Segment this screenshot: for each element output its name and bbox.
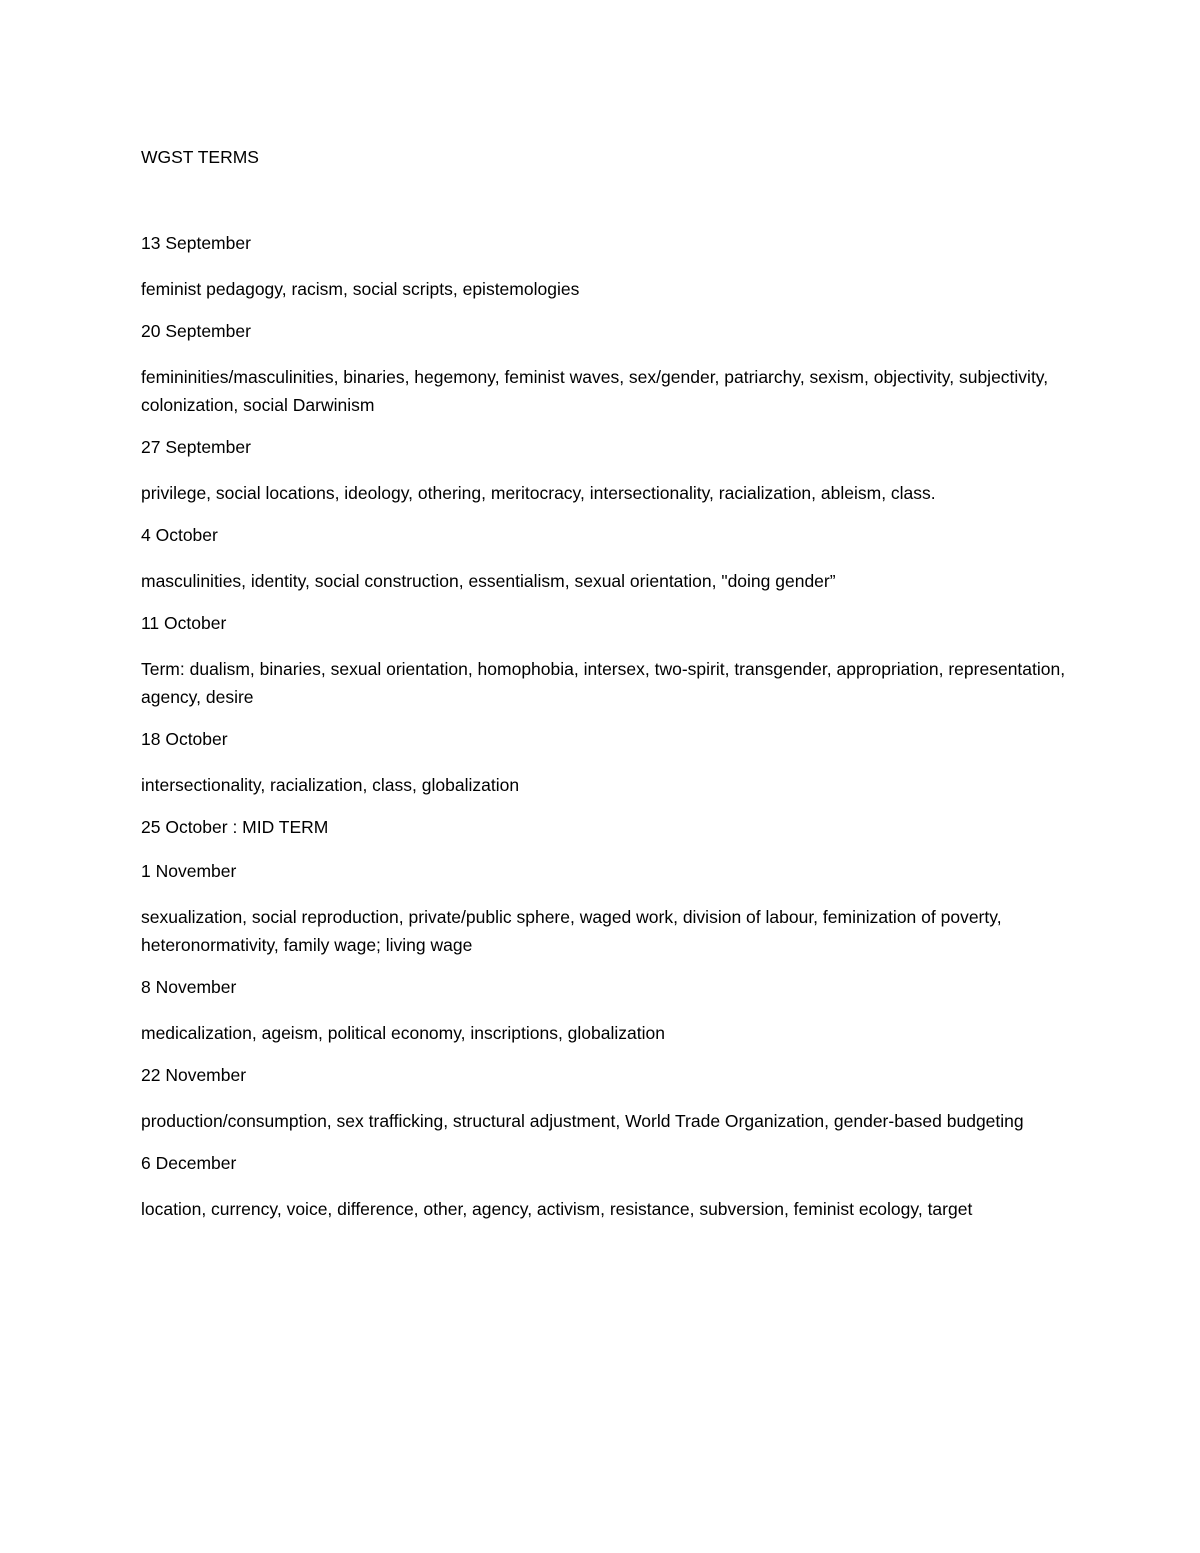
- document-title: WGST TERMS: [141, 147, 259, 167]
- entry-date: 6 December: [141, 1153, 237, 1173]
- entry-date: 13 September: [141, 233, 251, 253]
- section-entry: [141, 1063, 1080, 1135]
- entry-terms: production/consumption, sex trafficking, structural adjustment, World Trade Organization, gender-based budgeting: [141, 1111, 1024, 1131]
- entry-date: 8 November: [141, 977, 237, 997]
- entry-date: 4 October: [141, 525, 218, 545]
- entry-terms: femininities/masculinities, binaries, hegemony, feminist waves, sex/gender, patriarchy, sexism, objectivity, subjectivity, colonization, social Darwinism: [141, 367, 1049, 415]
- entry-date: 18 October: [141, 729, 228, 749]
- entry-terms: feminist pedagogy, racism, social scripts, epistemologies: [141, 279, 580, 299]
- section-entry: [141, 319, 1080, 419]
- entry-terms: privilege, social locations, ideology, othering, meritocracy, intersectionality, racialization, ableism, class.: [141, 483, 936, 503]
- entry-date: 25 October : MID TERM: [141, 817, 329, 837]
- entry-terms: intersectionality, racialization, class, globalization: [141, 775, 520, 795]
- entry-terms: sexualization, social reproduction, private/public sphere, waged work, division of labour, feminization of poverty, heteronormativity, family wage; living wage: [141, 907, 1002, 955]
- section-entry: [141, 1151, 1080, 1223]
- section-entry: [141, 435, 1080, 507]
- entry-date: 22 November: [141, 1065, 247, 1085]
- entry-terms: Term: dualism, binaries, sexual orientation, homophobia, intersex, two-spirit, transgender, appropriation, representation, agency, desire: [141, 659, 1066, 707]
- section-entry: [141, 727, 1080, 799]
- section-entry-midterm: [141, 815, 1080, 839]
- entry-date: 11 October: [141, 613, 227, 633]
- section-entry: [141, 231, 1080, 303]
- entry-terms: masculinities, identity, social construction, essentialism, sexual orientation, "doing gender”: [141, 571, 836, 591]
- term-sections: [141, 231, 1080, 1223]
- section-entry: [141, 523, 1080, 595]
- section-entry: [141, 859, 1080, 959]
- section-entry: [141, 611, 1080, 711]
- entry-terms: medicalization, ageism, political economy, inscriptions, globalization: [141, 1023, 665, 1043]
- section-entry: [141, 975, 1080, 1047]
- entry-date: 27 September: [141, 437, 251, 457]
- entry-date: 20 September: [141, 321, 251, 341]
- entry-terms: location, currency, voice, difference, other, agency, activism, resistance, subversion, feminist ecology, target: [141, 1199, 973, 1219]
- entry-date: 1 November: [141, 861, 237, 881]
